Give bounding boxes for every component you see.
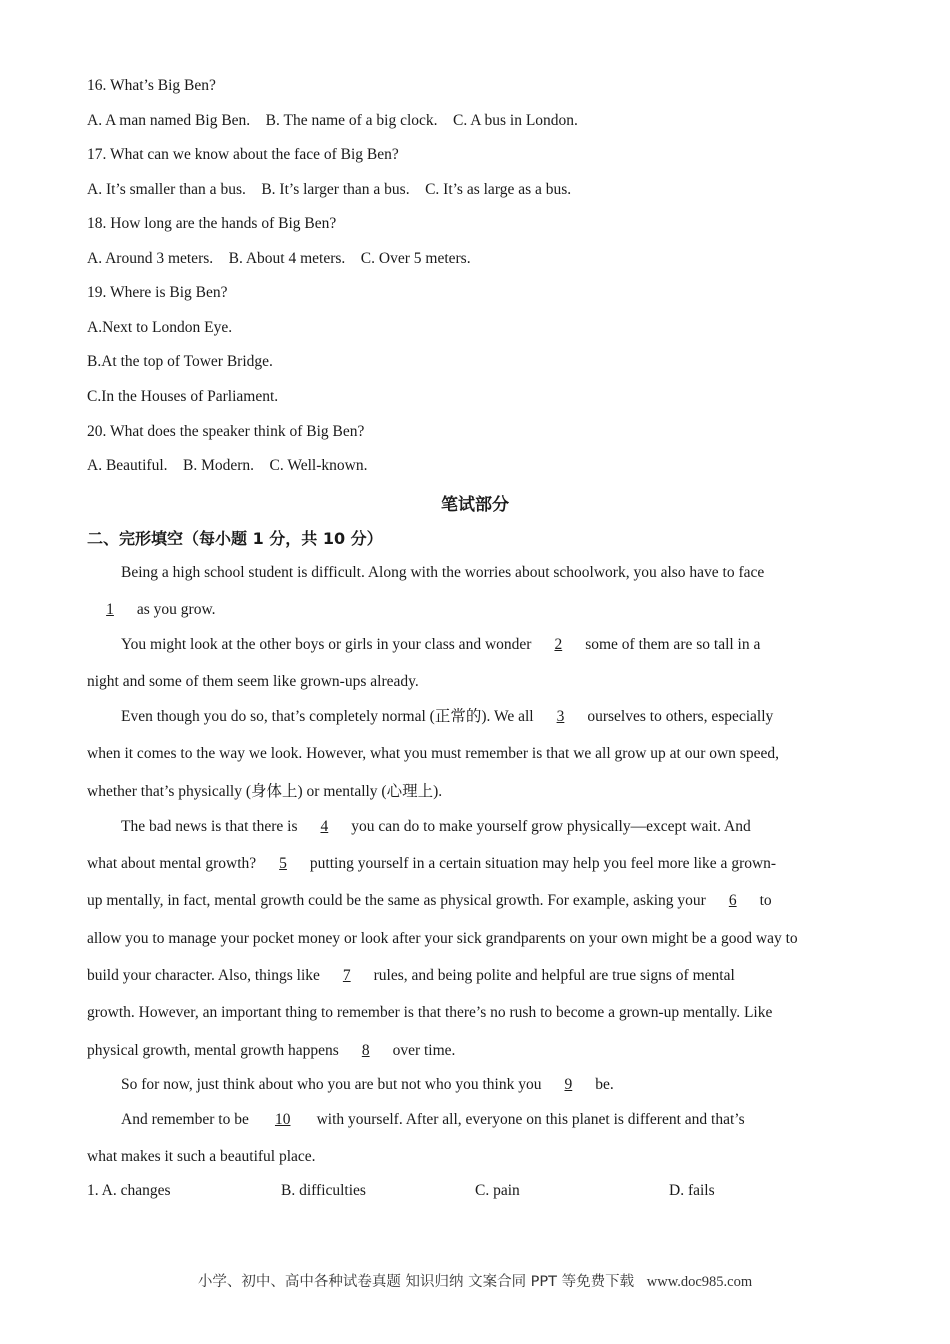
passage-line: physical growth, mental growth happens 8 over time. xyxy=(87,1042,456,1059)
question-16: 16. What’s Big Ben? xyxy=(87,77,216,94)
blank-5: 5 xyxy=(279,855,287,872)
footer-text: 小学、初中、高中各种试卷真题 知识归纳 文案合同 PPT 等免费下载 xyxy=(197,1274,635,1290)
passage-line: And remember to be 10 with yourself. After all, everyone on this planet is different and that’s xyxy=(121,1111,745,1128)
blank-3: 3 xyxy=(556,708,565,725)
question-19-option-b: B.At the top of Tower Bridge. xyxy=(87,353,273,370)
blank-10: 10 xyxy=(274,1111,291,1128)
question-19: 19. Where is Big Ben? xyxy=(87,284,228,301)
cloze-heading: 二、完形填空（每小题 1 分，共 10 分） xyxy=(87,529,383,548)
passage-line: allow you to manage your pocket money or look after your sick grandparents on your own might be a good way to xyxy=(87,930,798,947)
q1-option-b: B. difficulties xyxy=(281,1182,366,1199)
passage-line: You might look at the other boys or girls in your class and wonder 2 some of them are so tall in a xyxy=(121,636,761,653)
question-18-options: A. Around 3 meters. B. About 4 meters. C. Over 5 meters. xyxy=(87,250,471,267)
passage-line: Being a high school student is difficult. Along with the worries about schoolwork, you also have to face xyxy=(121,564,765,581)
question-17: 17. What can we know about the face of Big Ben? xyxy=(87,146,399,163)
blank-6: 6 xyxy=(728,892,737,909)
passage-line: what makes it such a beautiful place. xyxy=(87,1148,316,1165)
blank-4: 4 xyxy=(320,818,329,835)
passage-line: when it comes to the way we look. However, what you must remember is that we all grow up at our own speed, xyxy=(87,745,779,762)
page-footer xyxy=(0,1270,950,1291)
passage-line: 1 as you grow. xyxy=(87,600,216,620)
question-20: 20. What does the speaker think of Big Ben? xyxy=(87,423,365,440)
passage-line: build your character. Also, things like 7 rules, and being polite and helpful are true signs of mental xyxy=(87,967,735,984)
question-16-options: A. A man named Big Ben. B. The name of a big clock. C. A bus in London. xyxy=(87,112,578,129)
question-17-options: A. It’s smaller than a bus. B. It’s larger than a bus. C. It’s as large as a bus. xyxy=(87,181,572,198)
passage-line: what about mental growth? 5 putting yourself in a certain situation may help you feel more like a grown- xyxy=(87,855,777,872)
blank-7: 7 xyxy=(342,967,351,984)
blank-9: 9 xyxy=(564,1076,573,1093)
passage-line: up mentally, in fact, mental growth could be the same as physical growth. For example, asking your 6 to xyxy=(87,892,772,909)
passage-line: Even though you do so, that’s completely normal (正常的). We all 3 ourselves to others, especially xyxy=(121,708,774,725)
blank-2: 2 xyxy=(554,636,563,653)
blank-1: 1 xyxy=(106,601,114,618)
written-section-title: 笔试部分 xyxy=(441,495,509,515)
passage-line: The bad news is that there is 4 you can do to make yourself grow physically—except wait. And xyxy=(121,818,751,835)
passage-line: So for now, just think about who you are but not who you think you 9 be. xyxy=(121,1076,614,1093)
footer-url[interactable]: www.doc985.com xyxy=(646,1274,753,1290)
question-19-option-c: C.In the Houses of Parliament. xyxy=(87,388,279,405)
question-18: 18. How long are the hands of Big Ben? xyxy=(87,215,337,232)
passage-line: whether that’s physically (身体上) or mentally (心理上). xyxy=(87,783,443,800)
passage-line: growth. However, an important thing to remember is that there’s no rush to become a grown-up mentally. Like xyxy=(87,1004,773,1021)
question-20-options: A. Beautiful. B. Modern. C. Well-known. xyxy=(87,457,368,474)
passage-line: night and some of them seem like grown-ups already. xyxy=(87,673,419,690)
question-19-option-a: A.Next to London Eye. xyxy=(87,319,233,336)
q1-option-d: D. fails xyxy=(669,1182,715,1199)
q1-option-c: C. pain xyxy=(475,1182,520,1199)
q1-option-a: 1. A. changes xyxy=(87,1182,171,1199)
blank-8: 8 xyxy=(361,1042,370,1059)
